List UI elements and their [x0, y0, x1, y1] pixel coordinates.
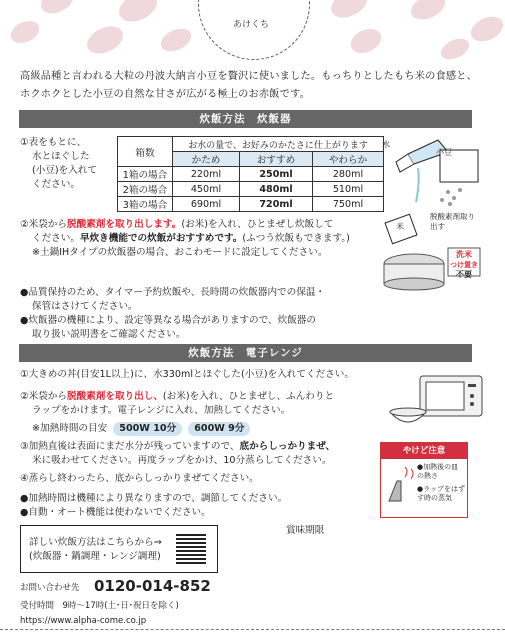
contact-hours: 受付時間 9時〜17時(土･日･祝日を除く) [20, 601, 179, 611]
microwave-title: 炊飯方法 電子レンジ [19, 344, 472, 362]
illus-water-label: 水 [382, 140, 390, 149]
intro-text: 高級品種と言われる大粒の丹波大納言小豆を贅沢に使いました。もっちりとしたもち米の食感と、 ホクホクとした小豆の自然な甘さが広がる極上のお赤飯です。 [20, 71, 478, 100]
open-label: あけくち [233, 20, 270, 30]
table-row: 2箱の場合 450ml 480ml 510ml [118, 182, 384, 197]
rc-step2: ②米袋から脱酸素剤を取り出します。(お米)を入れ、ひとまぜし炊飯して ください。早炊き機能での炊飯がおすすめです。(ふつう炊飯もできます。) ※土鍋IHタイプの炊飯器の場合、おこわモードに設定してください。 [20, 219, 350, 258]
table-row: 1箱の場合 220ml 250ml 280ml [118, 167, 384, 182]
heat-500w: 500W 10分 [113, 422, 182, 436]
cut-line [0, 629, 505, 630]
hand-steam-icon [385, 467, 415, 507]
burn-warning-title: やけど注意 [381, 443, 467, 459]
water-bean-illustration [378, 132, 488, 210]
top-bean-pattern [0, 0, 505, 62]
detail-line2: (炊飯器・鍋調理・レンジ調理) [29, 551, 161, 562]
contact-label: お問い合わせ先 [20, 583, 80, 593]
rc-step1: ①表をもとに、 水とほぐした (小豆)を入れて ください。 [20, 137, 98, 190]
mw-bullets: ●加熱時間は機種により異なりますので、調節してください。 ●自動・オート機能は使わないでください。 [20, 493, 288, 518]
detail-method-box [20, 525, 218, 573]
heat-600w: 600W 9分 [188, 422, 250, 436]
col-group-header: お水の量で、お好みのかたさに仕上がります [173, 137, 384, 152]
mw-step1: ①大きめの丼(目安1L以上)に、水330mlとほぐした(小豆)を入れてください。 [20, 369, 354, 380]
illus-bean-label: 小豆 [436, 148, 452, 157]
contact-phone[interactable]: 0120-014-852 [94, 577, 211, 595]
mw-step3: ③加熱直後は表面にまだ水分が残っていますので、底からしっかりまぜ、 米に吸わせてください。再度ラップをかけ、10分蒸らしてください。 [20, 441, 336, 466]
illus-oxygen-label: 脱酸素剤取り出す [430, 212, 475, 231]
illus-rice-label: 米 [396, 222, 404, 231]
mw-step4: ④蒸らし終わったら、底からしっかりまぜてください。 [20, 473, 259, 484]
qr-code[interactable] [176, 534, 206, 564]
open-notch[interactable] [198, 0, 310, 60]
water-table: 箱数 お水の量で、お好みのかたさに仕上がります かため おすすめ やわらか 1箱の場合 220ml 250ml 280ml 2箱の場合 450ml 480ml 510ml 3箱の場合 690ml 720ml 750ml [117, 136, 384, 212]
best-before-label: 賞味期限 [286, 525, 325, 536]
mw-step2: ②米袋から脱酸素剤を取り出し、(お米)を入れ、ひとまぜし、ふんわりと ラップをかけます。電子レンジに入れ、加熱してください。 ※加熱時間の目安 500W 10分 600W 9分 [20, 391, 335, 434]
table-row: 3箱の場合 690ml 720ml 750ml [118, 197, 384, 212]
illus-no-wash: 洗米 つけ置き 不要 [450, 250, 478, 279]
bowl-illustration [388, 400, 428, 430]
detail-line1: 詳しい炊飯方法はこちらから⇒ [29, 537, 162, 548]
website-url[interactable]: https://www.alpha-come.co.jp [20, 616, 147, 626]
col-box-count: 箱数 [118, 137, 173, 167]
rice-cooker-title: 炊飯方法 炊飯器 [19, 110, 472, 128]
burn-warning-box: やけど注意 ●加熱後の皿の熱さ ●ラップをはずす時の蒸気 [380, 442, 468, 518]
rc-bullets: ●品質保持のため、タイマー予約炊飯や、長時間の炊飯器内での保温・ 保管はさけてください。 ●炊飯器の機種により、設定等異なる場合がありますので、炊飯器の 取り扱い説明書をご確認ください。 [20, 287, 326, 340]
